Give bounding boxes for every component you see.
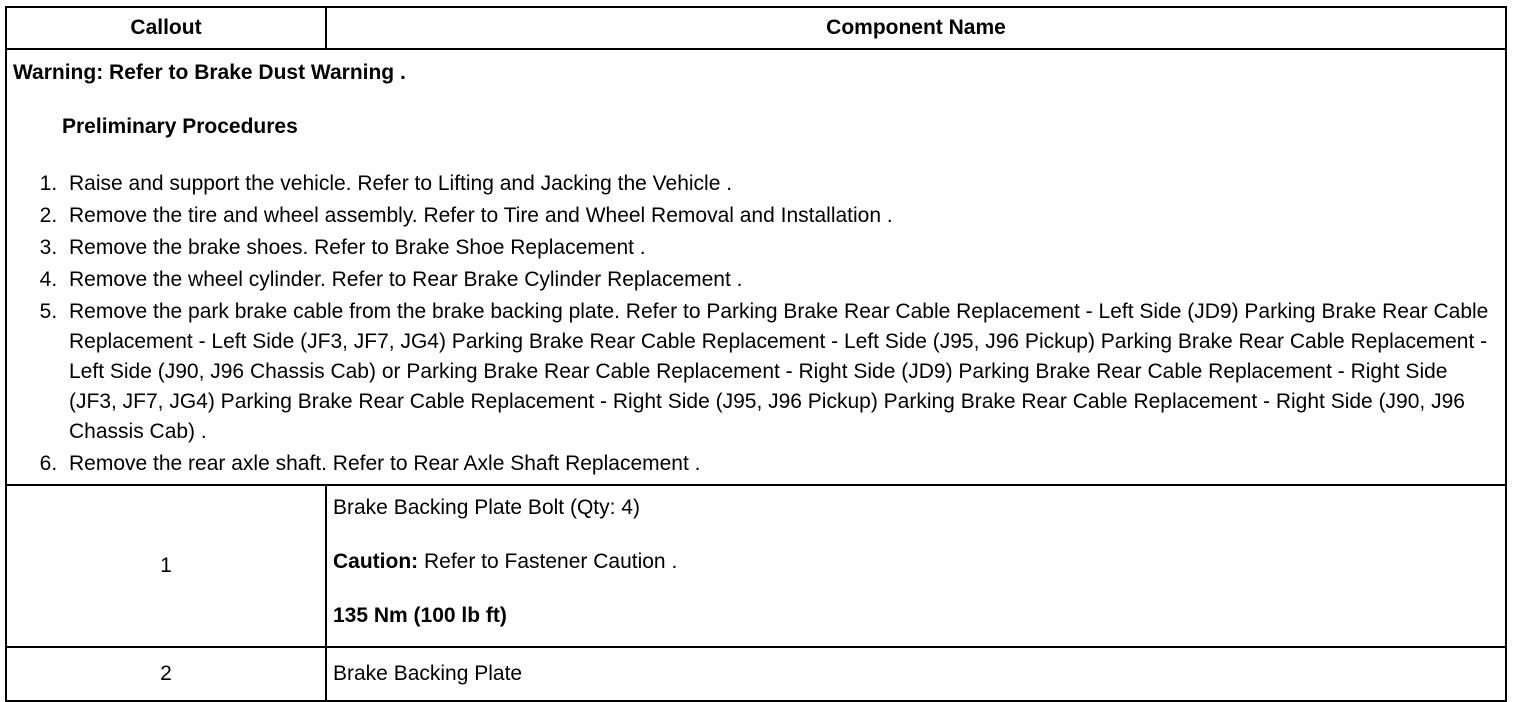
component-name: Brake Backing Plate <box>326 647 1506 701</box>
step-item: 6. Remove the rear axle shaft. Refer to Rear Axle Shaft Replacement . <box>63 449 1499 479</box>
callout-number: 1 <box>6 485 326 647</box>
step-item: 2. Remove the tire and wheel assembly. Refer to Tire and Wheel Removal and Installation . <box>63 201 1499 231</box>
procedure-table <box>5 6 1507 702</box>
step-item: 3. Remove the brake shoes. Refer to Brake Shoe Replacement . <box>63 233 1499 263</box>
preliminary-steps-list <box>13 169 1499 479</box>
table-row <box>6 647 1506 701</box>
table-row <box>6 485 1506 647</box>
preliminary-procedures-title: Preliminary Procedures <box>62 115 298 138</box>
step-item: 1. Raise and support the vehicle. Refer to Lifting and Jacking the Vehicle . <box>63 169 1499 199</box>
callout-number: 2 <box>6 647 326 701</box>
caution-line <box>333 548 1499 576</box>
step-item: 5. Remove the park brake cable from the brake backing plate. Refer to Parking Brake Rear Cable Replacement - Left Side (JD9) Parking Brake Rear Cable Replacement - Left Side (JF3, JF7, JG4) Parking Brake Rear Cable Replacement - Left Side (J95, J96 Pickup) Parking Brake Rear Cable Replacement - Left Side (J90, J96 Chassis Cab) or Parking Brake Rear Cable Replacement - Right Side (JD9) Parking Brake Rear Cable Replacement - Right Side (JF3, JF7, JG4) Parking Brake Rear Cable Replacement - Right Side (J95, J96 Pickup) Parking Brake Rear Cable Replacement - Right Side (J90, J96 Chassis Cab) . <box>63 297 1499 447</box>
component-cell <box>326 485 1506 647</box>
callout-header: Callout <box>6 7 326 49</box>
caution-label: Caution: <box>333 550 419 573</box>
step-item: 4. Remove the wheel cylinder. Refer to Rear Brake Cylinder Replacement . <box>63 265 1499 295</box>
caution-text: Refer to Fastener Caution . <box>418 550 678 573</box>
component-name: Brake Backing Plate Bolt (Qty: 4) <box>333 496 640 519</box>
torque-spec: 135 Nm (100 lb ft) <box>333 604 507 627</box>
brake-dust-warning: Warning: Refer to Brake Dust Warning . <box>13 61 406 84</box>
preliminary-row <box>6 49 1506 485</box>
preliminary-cell <box>6 49 1506 485</box>
component-name-header: Component Name <box>326 7 1506 49</box>
header-row <box>6 7 1506 49</box>
